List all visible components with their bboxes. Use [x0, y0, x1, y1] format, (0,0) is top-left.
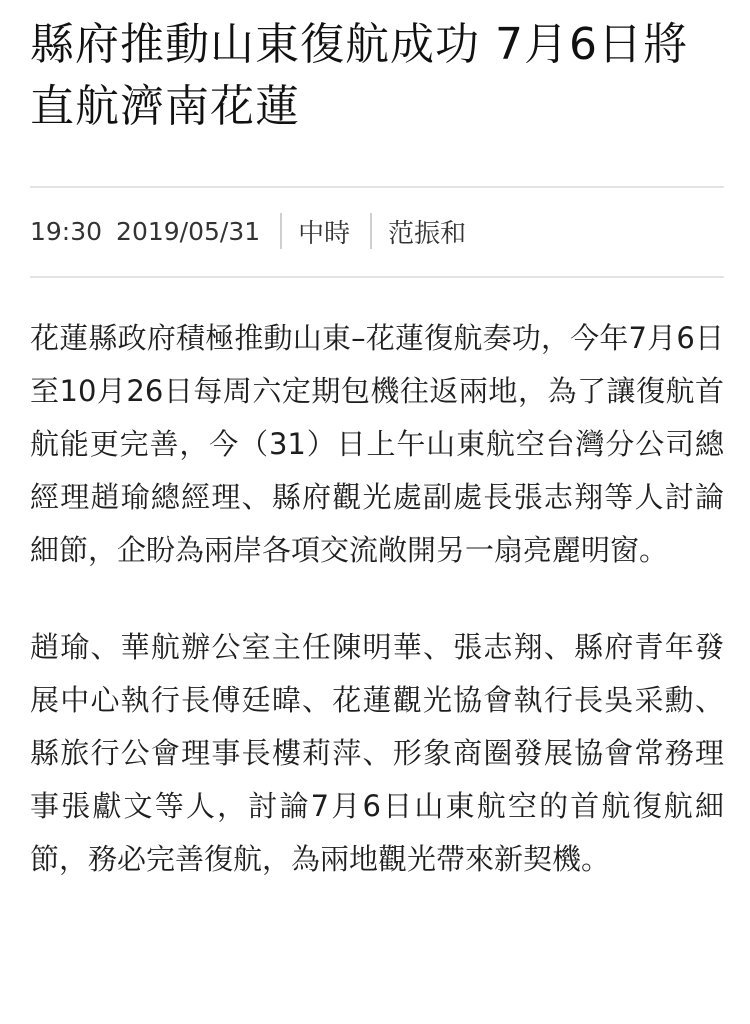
publish-time: 19:30	[30, 216, 103, 246]
meta-separator	[370, 213, 372, 249]
publish-date: 2019/05/31	[116, 216, 261, 246]
divider-top	[30, 186, 724, 188]
divider-bottom	[30, 276, 724, 278]
article-meta	[30, 208, 466, 254]
meta-separator	[280, 213, 282, 249]
author-name[interactable]: 范振和	[388, 218, 467, 249]
article	[30, 0, 724, 876]
paragraph: 花蓮縣政府積極推動山東–花蓮復航奏功，今年7月6日至10月26日每周六定期包機往返兩地，為了讓復航首航能更完善，今（31）日上午山東航空台灣分公司總經理趙瑜總經理、縣府觀光處副處長張志翔等人討論細節，企盼為兩岸各項交流敞開另一扇亮麗明窗。	[30, 321, 724, 567]
headline: 縣府推動山東復航成功 7月6日將直航濟南花蓮	[30, 19, 688, 132]
article-body	[30, 312, 724, 930]
paragraph: 趙瑜、華航辦公室主任陳明華、張志翔、縣府青年發展中心執行長傅廷暐、花蓮觀光協會執行長吳采勳、縣旅行公會理事長樓莉萍、形象商圈發展協會常務理事張獻文等人，討論7月6日山東航空的首航復航細節，務必完善復航，為兩地觀光帶來新契機。	[30, 630, 724, 876]
source-label[interactable]: 中時	[298, 218, 351, 249]
